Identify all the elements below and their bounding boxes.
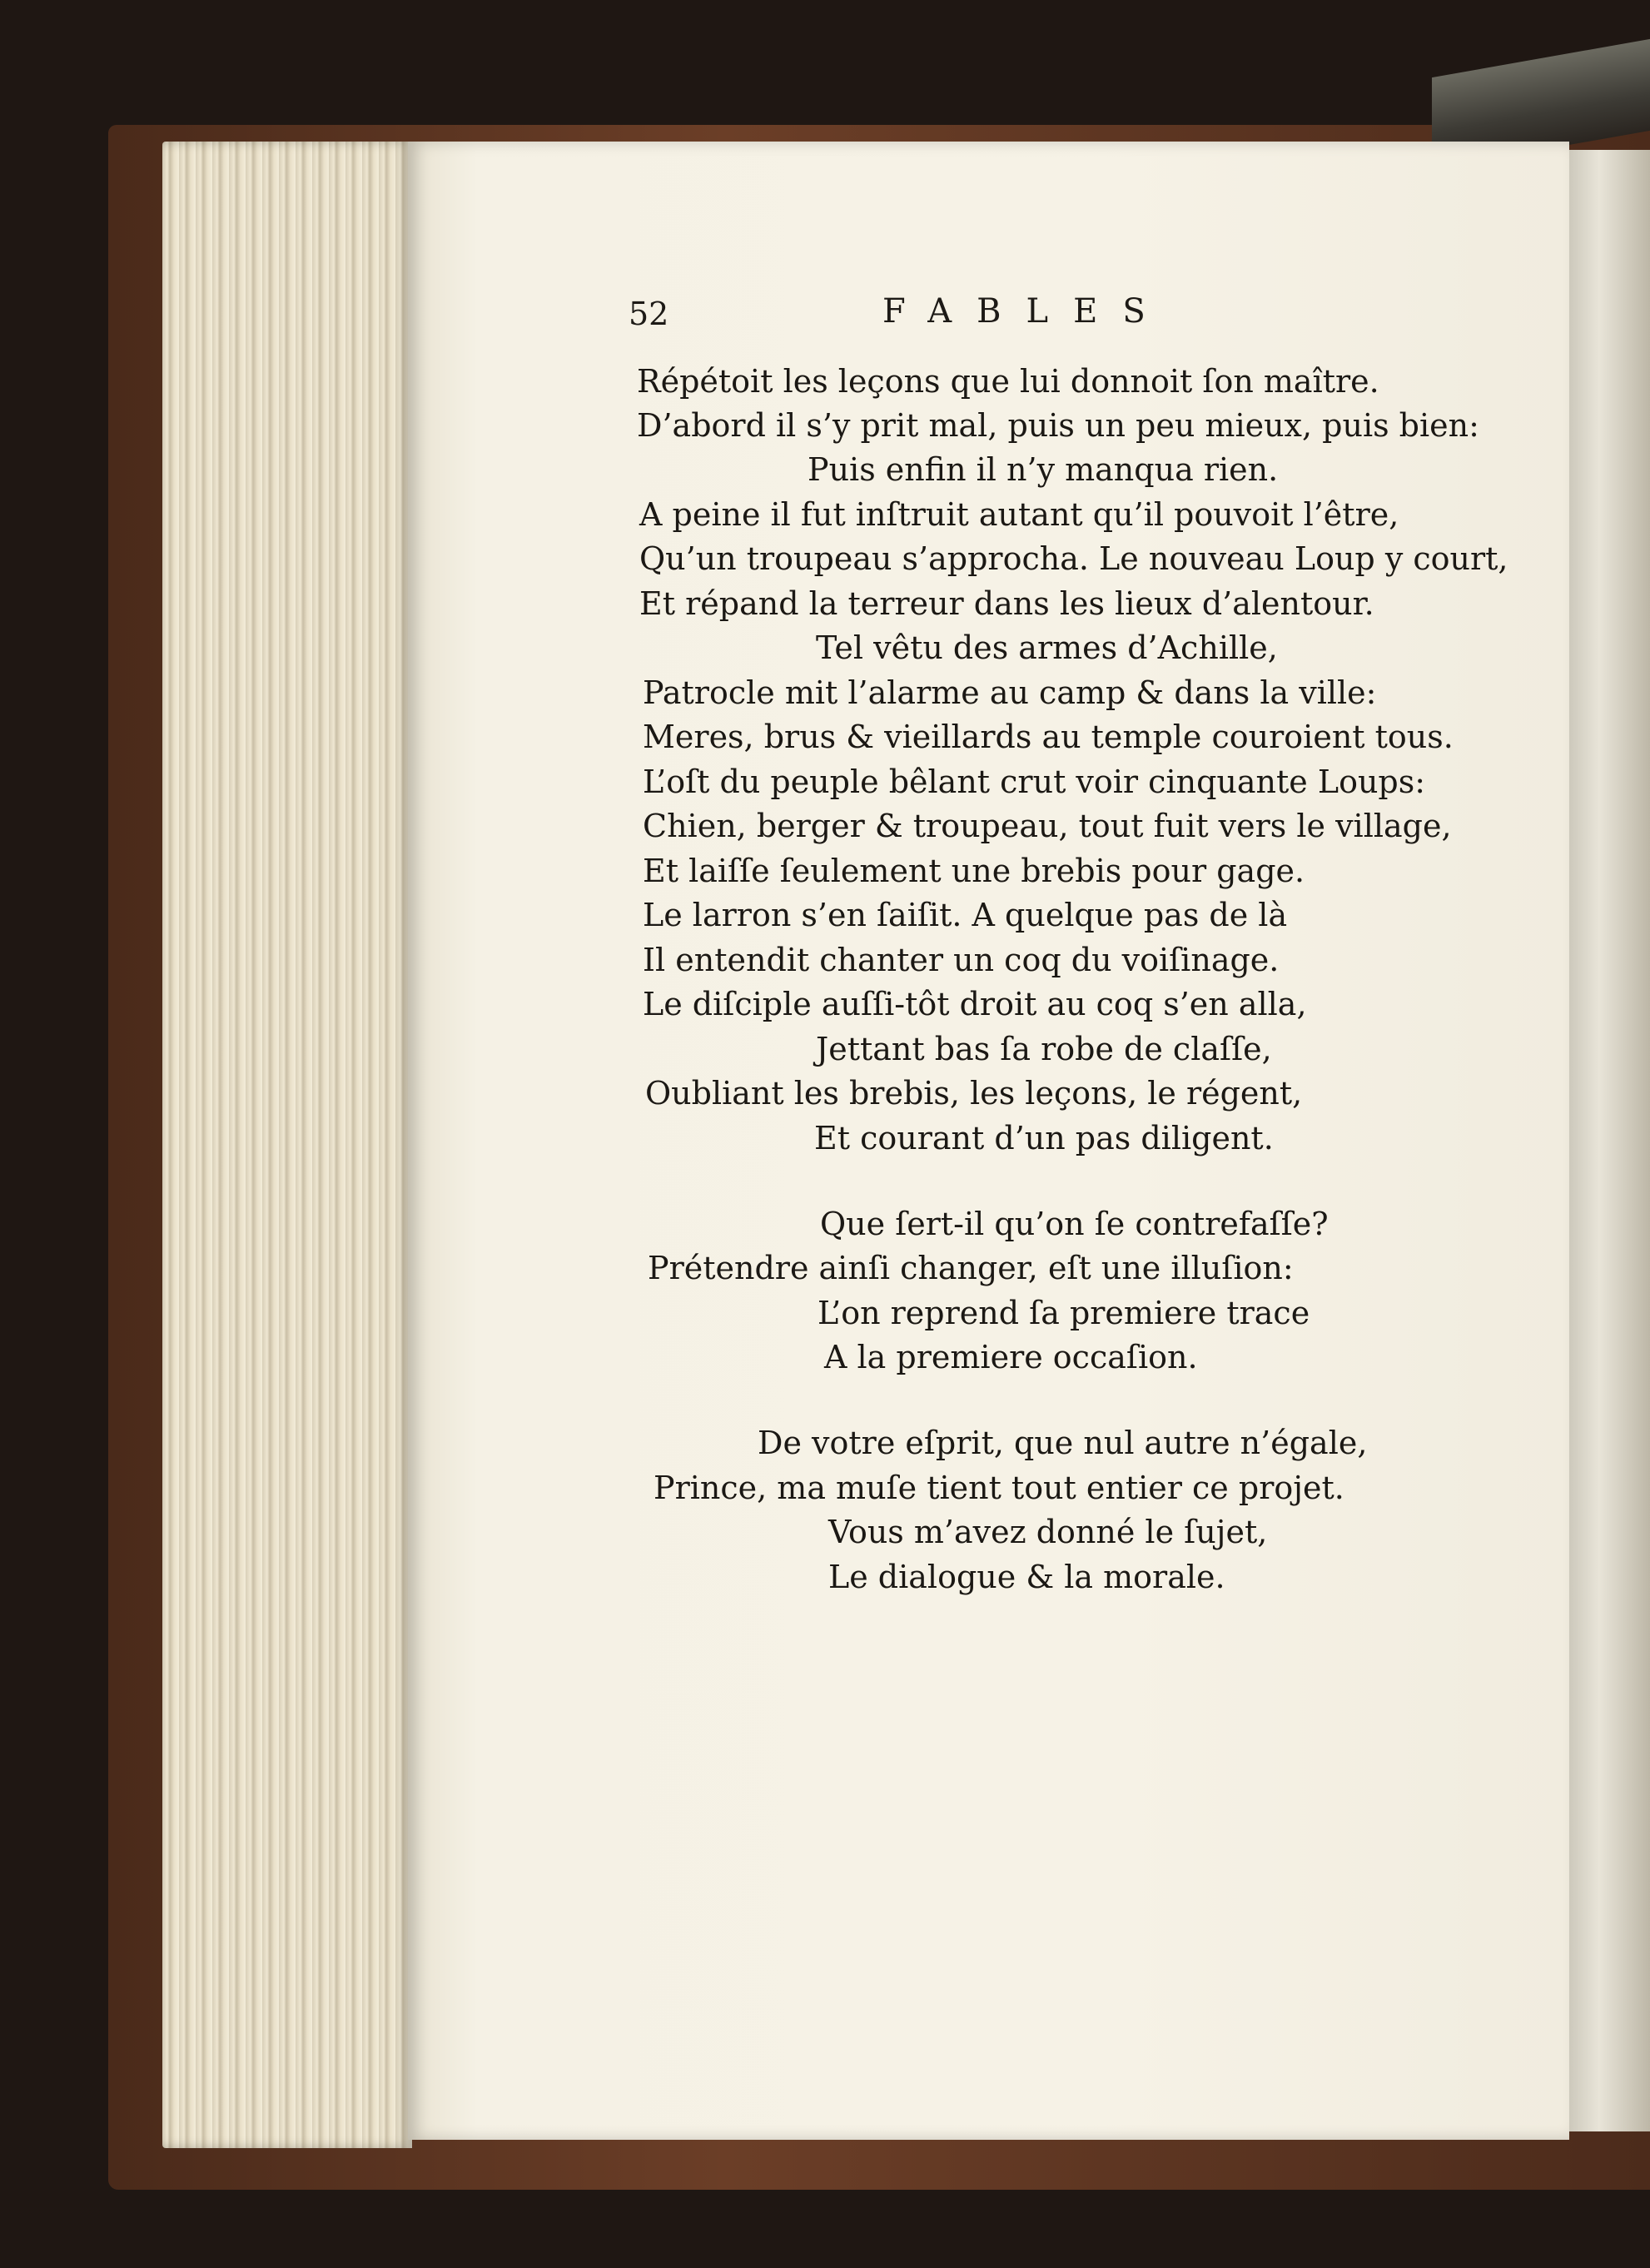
verse-line: Vous m’avez donné le ſujet, (828, 1514, 1268, 1550)
verse-line: Chien, berger & troupeau, tout fuit vers le village, (643, 808, 1452, 844)
book-page (408, 142, 1569, 2140)
verse-line: Prince, ma muſe tient tout entier ce projet. (654, 1470, 1344, 1506)
verse-line: A peine il fut inſtruit autant qu’il pouvoit l’être, (639, 496, 1399, 533)
verse-line: Que ſert-il qu’on ſe contrefaſſe? (820, 1206, 1329, 1242)
verse-line: Tel vêtu des armes d’Achille, (816, 629, 1278, 666)
verse-line: Puis enfin il n’y manqua rien. (808, 451, 1279, 488)
verse-line: Oubliant les brebis, les leçons, le régent, (645, 1075, 1303, 1112)
verse-line: Il entendit chanter un coq du voiſinage. (643, 942, 1280, 978)
verse-line: Et répand la terreur dans les lieux d’alentour. (639, 585, 1374, 622)
page-header (408, 292, 1569, 346)
verse-line: Et courant d’un pas diligent. (814, 1120, 1274, 1156)
page-block-edges (162, 142, 412, 2148)
verse-line: Et laiſſe ſeulement une brebis pour gage. (643, 853, 1305, 889)
verse-line: L’oſt du peuple bêlant crut voir cinquante Loups: (643, 763, 1426, 800)
verse-line: Patrocle mit l’alarme au camp & dans la ville: (643, 674, 1377, 711)
page-number: 52 (629, 296, 669, 332)
verse-line: Le dialogue & la morale. (828, 1559, 1225, 1595)
verse-line: D’abord il s’y prit mal, puis un peu mieux, puis bien: (637, 407, 1479, 444)
verse-line: Répétoit les leçons que lui donnoit ſon maître. (637, 363, 1379, 400)
verse-line: Qu’un troupeau s’approcha. Le nouveau Loup y court, (639, 540, 1508, 577)
verse-line: Prétendre ainſi changer, eſt une illuſion: (648, 1250, 1294, 1286)
verse-line: Jettant bas ſa robe de claſſe, (816, 1031, 1272, 1067)
running-title: FABLES (882, 292, 1170, 331)
verse-line: A la premiere occaſion. (824, 1339, 1198, 1375)
opposite-page-edge (1565, 150, 1650, 2131)
verse-line: De votre eſprit, que nul autre n’égale, (758, 1425, 1368, 1461)
verse-line: Le diſciple auſſi-tôt droit au coq s’en alla, (643, 986, 1307, 1022)
verse-line: L’on reprend ſa premiere trace (818, 1295, 1310, 1331)
verse-line: Meres, brus & vieillards au temple couroient tous. (643, 719, 1454, 755)
verse-line: Le larron s’en ſaiſit. A quelque pas de là (643, 897, 1288, 933)
